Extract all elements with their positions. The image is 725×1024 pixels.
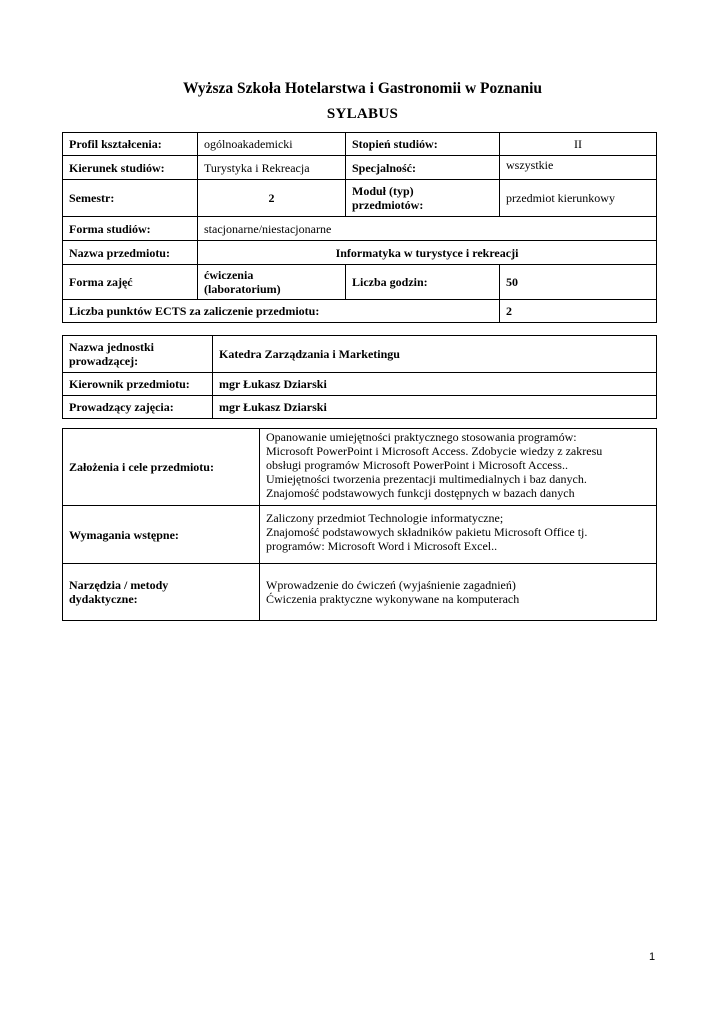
table-row [63, 241, 657, 265]
profile-label: Profil kształcenia: [63, 133, 198, 156]
objectives-value: Opanowanie umiejętności praktycznego stosowania programów: Microsoft PowerPoint i Microsoft Access. Zdobycie wiedzy z zakresu obsługi programów Microsoft PowerPoint i Microsoft Access.. Umiejętności tworzenia prezentacji multimedialnych i baz danych. Znajomość podstawowych funkcji dostępnych w bazach danych [260, 429, 657, 506]
hours-label: Liczba godzin: [346, 265, 500, 300]
profile-value: ogólnoakademicki [198, 133, 346, 156]
teacher-label: Prowadzący zajęcia: [63, 396, 213, 419]
table-row [63, 265, 657, 300]
hours-value: 50 [500, 265, 657, 300]
field-of-study-label: Kierunek studiów: [63, 156, 198, 180]
methods-value: Wprowadzenie do ćwiczeń (wyjaśnienie zagadnień) Ćwiczenia praktyczne wykonywane na komputerach [260, 564, 657, 621]
instructor-table [62, 335, 657, 419]
study-form-label: Forma studiów: [63, 217, 198, 241]
semester-label: Semestr: [63, 180, 198, 217]
table-row [63, 336, 657, 373]
table-row [63, 217, 657, 241]
prerequisites-value: Zaliczony przedmiot Technologie informatyczne; Znajomość podstawowych składników pakietu Microsoft Office tj. programów: Microsoft Word i Microsoft Excel.. [260, 506, 657, 564]
course-name-label: Nazwa przedmiotu: [63, 241, 198, 265]
table-row [63, 564, 657, 621]
degree-level-value: II [500, 133, 657, 156]
table-row [63, 373, 657, 396]
specialization-value: wszystkie [500, 156, 657, 180]
document-title: SYLABUS [326, 106, 399, 122]
course-head-label: Kierownik przedmiotu: [63, 373, 213, 396]
unit-value: Katedra Zarządzania i Marketingu [213, 336, 657, 373]
ects-value: 2 [500, 300, 657, 323]
specialization-label: Specjalność: [346, 156, 500, 180]
module-type-value: przedmiot kierunkowy [500, 180, 657, 217]
unit-label: Nazwa jednostki prowadzącej: [63, 336, 213, 373]
study-form-value: stacjonarne/niestacjonarne [198, 217, 657, 241]
table-row [63, 429, 657, 506]
degree-level-label: Stopień studiów: [346, 133, 500, 156]
class-form-value: ćwiczenia (laboratorium) [198, 265, 346, 300]
table-row [63, 180, 657, 217]
table-row [63, 133, 657, 156]
objectives-label: Założenia i cele przedmiotu: [63, 429, 260, 506]
course-head-value: mgr Łukasz Dziarski [213, 373, 657, 396]
course-details-table [62, 428, 657, 621]
institution-title: Wyższa Szkoła Hotelarstwa i Gastronomii w Poznaniu [182, 80, 543, 97]
table-row [63, 396, 657, 419]
table-row [63, 156, 657, 180]
methods-label: Narzędzia / metody dydaktyczne: [63, 564, 260, 621]
course-info-table [62, 132, 657, 323]
module-type-label: Moduł (typ) przedmiotów: [346, 180, 500, 217]
ects-label: Liczba punktów ECTS za zaliczenie przedmiotu: [63, 300, 500, 323]
course-name-value: Informatyka w turystyce i rekreacji [198, 241, 657, 265]
table-row [63, 506, 657, 564]
semester-value: 2 [198, 180, 346, 217]
field-of-study-value: Turystyka i Rekreacja [198, 156, 346, 180]
table-row [63, 300, 657, 323]
prerequisites-label: Wymagania wstępne: [63, 506, 260, 564]
teacher-value: mgr Łukasz Dziarski [213, 396, 657, 419]
class-form-label: Forma zajęć [63, 265, 198, 300]
page-number: 1 [649, 951, 656, 963]
